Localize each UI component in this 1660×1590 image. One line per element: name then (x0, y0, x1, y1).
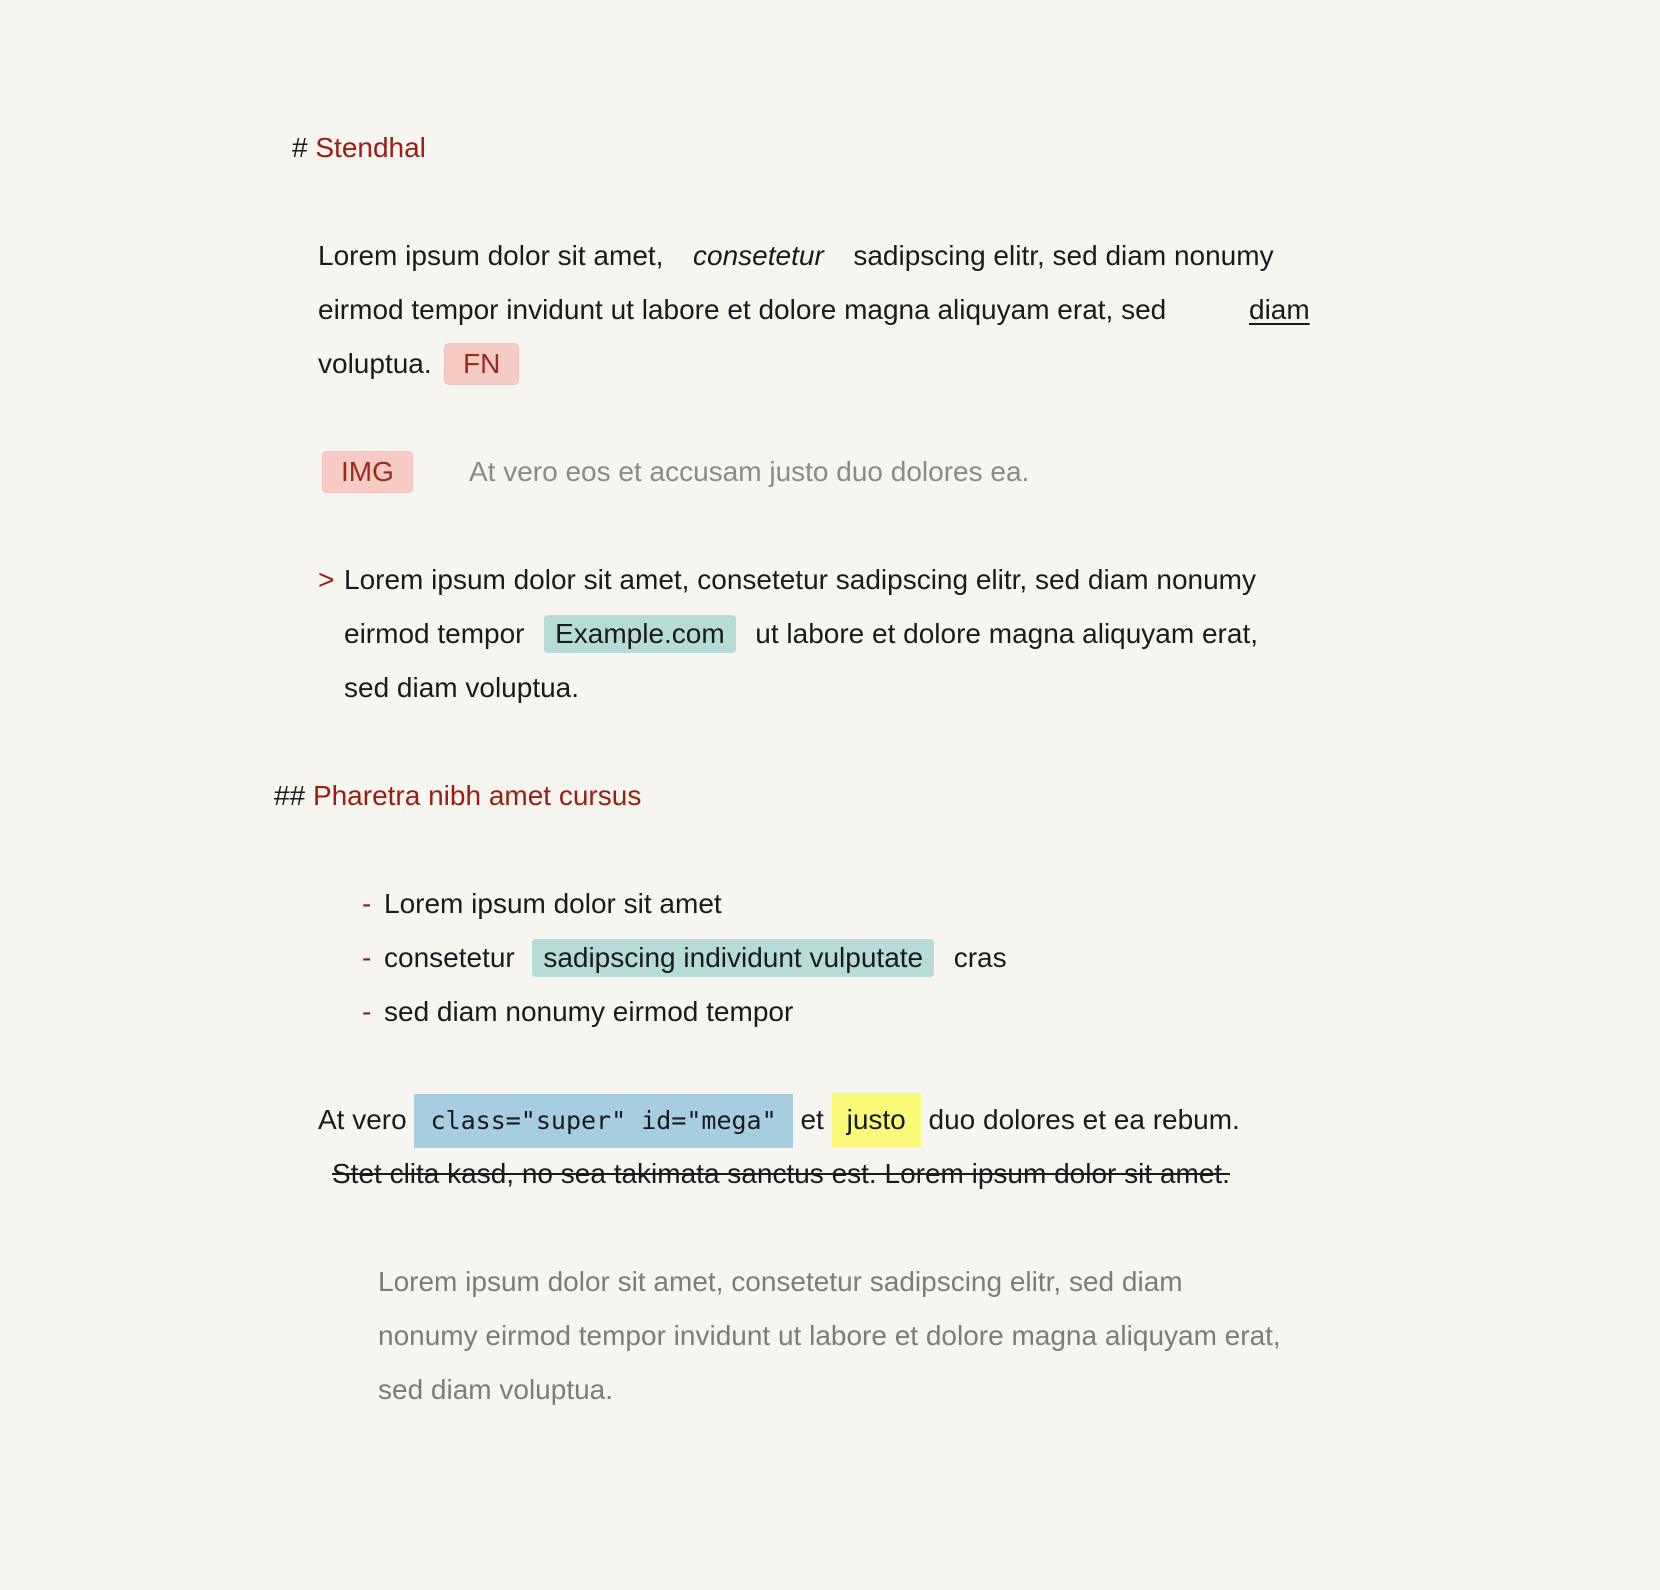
blockquote-line-3: sed diam voluptua. (344, 672, 580, 703)
inline-code: class="super" id="mega" (414, 1094, 792, 1148)
underlined-link[interactable] (1249, 283, 1310, 337)
paragraph-text: Lorem ipsum dolor sit amet, (318, 240, 664, 271)
paragraph-2-line-1 (318, 1093, 1240, 1148)
highlight-mark: justo (832, 1093, 921, 1147)
list-item (384, 931, 1007, 985)
heading-2 (274, 769, 641, 823)
list-bullet: - (362, 888, 372, 919)
blockquote-text: ut labore et dolore magna aliquyam erat, (755, 618, 1259, 649)
heading-1-marker: # (292, 132, 308, 163)
heading-2-text: Pharetra nibh amet cursus (312, 780, 642, 811)
list-item-text: cras (953, 942, 1007, 973)
heading-1 (292, 121, 426, 175)
blockquote-text: eirmod tempor (344, 618, 525, 649)
blockquote-line-1: Lorem ipsum dolor sit amet, consetetur sadipscing elitr, sed diam nonumy (344, 564, 1256, 595)
footnote-tag-wrap[interactable] (445, 337, 518, 391)
paragraph-text: voluptua. (318, 348, 432, 379)
blockquote-line-2 (344, 607, 1258, 661)
paragraph-text: eirmod tempor invidunt ut labore et dolore magna aliquyam erat, sed (318, 294, 1167, 325)
list-link[interactable]: sadipscing individunt vulputate (532, 939, 934, 977)
list-item: Lorem ipsum dolor sit amet (384, 888, 722, 919)
list-bullet: - (362, 996, 372, 1027)
heading-2-marker: ## (274, 780, 306, 811)
list-item: sed diam nonumy eirmod tempor (384, 996, 794, 1027)
paragraph-text: et (800, 1104, 824, 1135)
list-item-text: consetetur (384, 942, 515, 973)
footnote-tag[interactable]: FN (445, 344, 518, 384)
list-bullet: - (362, 942, 372, 973)
paragraph-text: At vero (318, 1104, 407, 1135)
paragraph-1-line-2 (318, 283, 1166, 337)
paragraph-text: duo dolores et ea rebum. (928, 1104, 1240, 1135)
heading-1-text: Stendhal (315, 132, 426, 163)
example-link[interactable]: Example.com (544, 615, 736, 653)
paragraph-1-line-1 (318, 229, 1274, 283)
blockquote-marker: > (318, 564, 335, 595)
image-tag-wrap[interactable] (323, 445, 412, 499)
strikethrough-text: Stet clita kasd, no sea takimata sanctus est. Lorem ipsum dolor sit amet. (332, 1158, 1230, 1189)
paragraph-1-line-3 (318, 337, 432, 391)
underlined-text[interactable]: diam (1249, 294, 1310, 325)
image-tag[interactable]: IMG (323, 452, 412, 492)
emphasis-text: consetetur (693, 240, 824, 271)
indented-line-2: nonumy eirmod tempor invidunt ut labore et dolore magna aliquyam erat, (378, 1320, 1281, 1351)
image-caption: At vero eos et accusam justo duo dolores ea. (469, 456, 1030, 487)
paragraph-text: sadipscing elitr, sed diam nonumy (853, 240, 1274, 271)
indented-line-1: Lorem ipsum dolor sit amet, consetetur sadipscing elitr, sed diam (378, 1266, 1183, 1297)
indented-line-3: sed diam voluptua. (378, 1374, 614, 1405)
